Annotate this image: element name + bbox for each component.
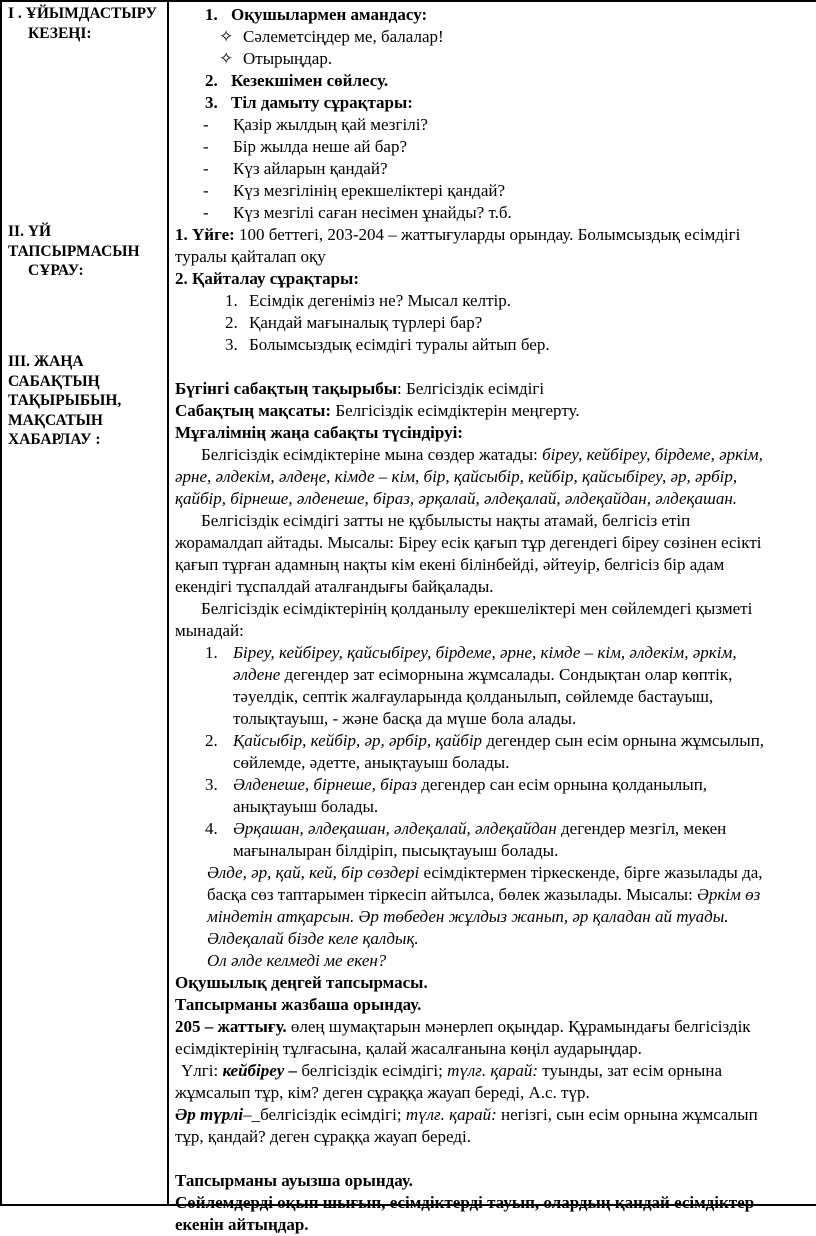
italic-text: түлғ. қарай: xyxy=(447,1061,539,1080)
stage-heading-homework xyxy=(8,222,163,281)
topic-text: : Белгісіздік есімдігі xyxy=(397,379,545,398)
italic-text: Біреу, кейбіреу, қайсыбіреу, бірдеме, әрне, кімде – кім, әлдекім, әркім, xyxy=(233,643,737,662)
usage-item xyxy=(175,730,816,752)
exercise-text-cont: есімдіктерінің тұлғасына, қалай жасалғанына көңіл аударыңдар. xyxy=(175,1039,642,1058)
stage-heading-organizational xyxy=(8,4,163,43)
text: туынды, зат есім орнына xyxy=(538,1061,723,1080)
review-text: Болымсыздық есімдігі туралы айтып бер. xyxy=(249,335,550,354)
usage-item xyxy=(175,642,816,664)
usage-item-cont: толықтауыш, - және басқа да мүше бола алады. xyxy=(233,709,577,728)
review-item xyxy=(175,290,816,312)
usage-item-cont: сөйлемде, әдетте, анықтауыш болады. xyxy=(233,753,510,772)
italic-line: қайбір, бірнеше, әлденеше, біраз, әрқалай, әлдеқалай, әлдеқайдан, әлдеқашан. xyxy=(175,489,738,508)
italic-text: Әлденеше, бірнеше, біраз xyxy=(233,775,417,794)
usage-item-cont: анықтауыш болады. xyxy=(233,797,379,816)
bold-italic-text: Әр түрлі xyxy=(175,1105,244,1124)
topic-line xyxy=(175,378,816,400)
text: дегендер мезгіл, мекен xyxy=(556,819,727,838)
question-text: Қазір жылдың қай мезгілі? xyxy=(233,115,428,134)
paragraph-line xyxy=(175,862,816,884)
bullet-item xyxy=(175,48,816,70)
spacer xyxy=(175,1148,816,1170)
diamond-bullet-icon: ✧ xyxy=(219,27,234,46)
example-line-cont: тұр, қандай? деген сұраққа жауап береді. xyxy=(175,1127,471,1146)
list-number: 2. xyxy=(225,313,238,332)
review-item xyxy=(175,334,816,356)
question-item xyxy=(175,136,816,158)
list-number: 3. xyxy=(205,775,218,794)
bullet-text: Сәлеметсіңдер ме, балалар! xyxy=(243,27,444,46)
review-text: Қандай мағыналық түрлері бар? xyxy=(249,313,483,332)
speech-questions-heading xyxy=(175,92,816,114)
list-number: 3. xyxy=(225,335,238,354)
exercise-text: өлең шумақтарын мәнерлеп оқыңдар. Құрамындағы белгісіздік xyxy=(286,1017,751,1036)
question-item xyxy=(175,180,816,202)
topic-label: Бүгінгі сабақтың тақырыбы xyxy=(175,379,398,398)
bullet-item xyxy=(175,26,816,48)
stage3-line2: САБАҚТЫҢ xyxy=(8,372,100,390)
italic-line: Ол әлде келмеді ме екен? xyxy=(207,951,387,970)
question-item xyxy=(175,202,816,224)
text: Үлгі: xyxy=(181,1061,223,1080)
paragraph-line xyxy=(175,444,816,466)
stage2-line3: СҰРАУ: xyxy=(28,262,84,279)
usage-item-cont: тәуелдік, септік жалғауларында қолданылып, сөйлемде бастауыш, xyxy=(233,687,714,706)
italic-text: әлдене xyxy=(233,665,281,684)
table-top-border xyxy=(0,0,816,2)
list-number: 1. xyxy=(205,643,218,662)
italic-text: Әркім өз xyxy=(697,885,761,904)
text: белгісіздік есімдігі; xyxy=(297,1061,448,1080)
text: Белгісіздік есімдіктеріне мына сөздер жатады: xyxy=(201,445,543,464)
lesson-content xyxy=(175,4,816,1236)
paragraph-line: мынадай: xyxy=(175,621,244,640)
exercise-line xyxy=(175,1016,816,1038)
paragraph-line: екендігі тұспалдай аталғандығы байқалады. xyxy=(175,577,494,596)
list-number: 1. xyxy=(205,5,218,24)
list-number: 1. xyxy=(225,291,238,310)
paragraph-line: Белгісіздік есімдігі затты не құбылысты нақты атамай, белгісіз етіп xyxy=(201,511,691,530)
italic-text: біреу, кейбіреу, бірдеме, әркім, xyxy=(542,445,763,464)
list-number: 4. xyxy=(205,819,218,838)
question-text: Күз мезгілі саған несімен ұнайды? т.б. xyxy=(233,203,512,222)
question-item xyxy=(175,114,816,136)
example-line-cont: жұмсалып тұр, кім? деген сұраққа жауап береді, А.с. түр. xyxy=(175,1083,590,1102)
italic-text: түлғ. қарай: xyxy=(405,1105,497,1124)
dash-marker: - xyxy=(203,181,209,200)
usage-item xyxy=(175,818,816,840)
table-column-divider xyxy=(167,0,169,1206)
explain-heading: Мұғалімнің жаңа сабақты түсіндіруі: xyxy=(175,423,463,442)
heading-text: Тіл дамыту сұрақтары: xyxy=(231,93,413,112)
oral-task-heading: Тапсырманы ауызша орындау. xyxy=(175,1171,413,1190)
usage-item-cont: мағыналыран білдіріп, пысықтауыш болады. xyxy=(233,841,559,860)
diamond-bullet-icon: ✧ xyxy=(219,49,234,68)
italic-text: Қайсыбір, кейбір, әр, әрбір, қайбір xyxy=(233,731,483,750)
final-task-line: Сөйлемдерді оқып шығып, есімдіктерді тауып, олардың қандай есімдіктер xyxy=(175,1193,755,1212)
bullet-text: Отырыңдар. xyxy=(243,49,333,68)
duty-heading xyxy=(175,70,816,92)
homework-label: 1. Үйге: xyxy=(175,225,235,244)
italic-text: Әлде, әр, қай, кей, бір сөздері xyxy=(207,863,420,882)
homework-text-cont: туралы қайталап оқу xyxy=(175,247,326,266)
paragraph-line: қағып тұрған адамның нақты кім екені білінбейді, әйтеуір, белгісіз бір адам xyxy=(175,555,725,574)
question-text: Бір жылда неше ай бар? xyxy=(233,137,407,156)
exercise-label: 205 – жаттығу. xyxy=(175,1017,287,1036)
stage2-line2: ТАПСЫРМАСЫН xyxy=(8,242,140,260)
list-number: 2. xyxy=(205,731,218,750)
spacer xyxy=(175,356,816,378)
heading-text: Кезекшімен сөйлесу. xyxy=(231,71,389,90)
stage3-line1: ІІІ. ЖАҢА xyxy=(8,353,84,370)
italic-line: Әлдеқалай бізде келе қалдық. xyxy=(207,929,419,948)
goal-label: Сабақтың мақсаты: xyxy=(175,401,332,420)
review-item xyxy=(175,312,816,334)
review-heading: 2. Қайталау сұрақтары: xyxy=(175,269,359,288)
level-task-heading: Оқушылық деңгей тапсырмасы. xyxy=(175,973,428,992)
dash-marker: - xyxy=(203,159,209,178)
stage2-line1: ІІ. ҮЙ xyxy=(8,223,52,240)
list-number: 3. xyxy=(205,93,218,112)
paragraph-line xyxy=(175,884,816,906)
dash-marker: - xyxy=(203,137,209,156)
usage-item xyxy=(175,774,816,796)
homework-line xyxy=(175,224,816,246)
italic-text: Әрқашан, әлдеқашан, әлдеқалай, әлдеқайдан xyxy=(233,819,557,838)
goal-line xyxy=(175,400,816,422)
review-text: Есімдік дегеніміз не? Мысал келтір. xyxy=(249,291,511,310)
stage1-line2: КЕЗЕҢІ: xyxy=(28,24,92,42)
question-text: Күз мезгілінің ерекшеліктері қандай? xyxy=(233,181,506,200)
dash-marker: - xyxy=(203,115,209,134)
stage3-line3: ТАҚЫРЫБЫН, xyxy=(8,392,122,409)
text: басқа сөз таптарымен тіркесіп айтылса, бөлек жазылады. Мысалы: xyxy=(207,885,698,904)
text: –_белгісіздік есімдігі; xyxy=(243,1105,406,1124)
paragraph-line: Белгісіздік есімдіктерінің қолданылу ерекшеліктері мен сөйлемдегі қызметі xyxy=(201,599,753,618)
text: дегендер сын есім орнына жұмсылып, xyxy=(482,731,765,750)
stage3-line5: ХАБАРЛАУ : xyxy=(8,431,101,448)
text: дегендер зат есіморнына жұмсалады. Сондықтан олар көптік, xyxy=(280,665,733,684)
goal-text: Белгісіздік есімдіктерін меңгерту. xyxy=(331,401,580,420)
stage3-line4: МАҚСАТЫН xyxy=(8,411,103,429)
written-task-heading: Тапсырманы жазбаша орындау. xyxy=(175,995,422,1014)
stage1-line1: І . ҰЙЫМДАСТЫРУ xyxy=(8,5,158,22)
bold-italic-text: кейбіреу – xyxy=(222,1061,298,1080)
example-line xyxy=(175,1104,816,1126)
table-left-border xyxy=(0,0,2,1206)
text: дегендер сан есім орнына қолданылып, xyxy=(416,775,708,794)
example-line xyxy=(175,1060,816,1082)
homework-text: 100 беттегі, 203-204 – жаттығуларды орындау. Болымсыздық есімдігі xyxy=(234,225,741,244)
stage-heading-new-topic xyxy=(8,352,163,450)
question-item xyxy=(175,158,816,180)
text: негізгі, сын есім орнына жұмсалып xyxy=(496,1105,758,1124)
usage-item-cont xyxy=(175,664,816,686)
italic-line: міндетін атқарсын. Әр төбеден жұлдыз жанып, әр қаладан ай туады. xyxy=(207,907,729,926)
list-number: 2. xyxy=(205,71,218,90)
greeting-heading xyxy=(175,4,816,26)
text: есімдіктермен тіркескенде, бірге жазылады да, xyxy=(419,863,763,882)
dash-marker: - xyxy=(203,203,209,222)
italic-line: әрне, әлдекім, әлдеңе, кімде – кім, бір, қайсыбір, кейбір, қайсыбіреу, әр, әрбір, xyxy=(175,467,738,486)
question-text: Күз айларын қандай? xyxy=(233,159,388,178)
final-task-line: екенін айтыңдар. xyxy=(175,1215,309,1234)
heading-text: Оқушылармен амандасу: xyxy=(231,5,428,24)
paragraph-line: жорамалдап айтады. Мысалы: Біреу есік қағып тұр дегендегі біреу сөзінен есікті xyxy=(175,533,762,552)
